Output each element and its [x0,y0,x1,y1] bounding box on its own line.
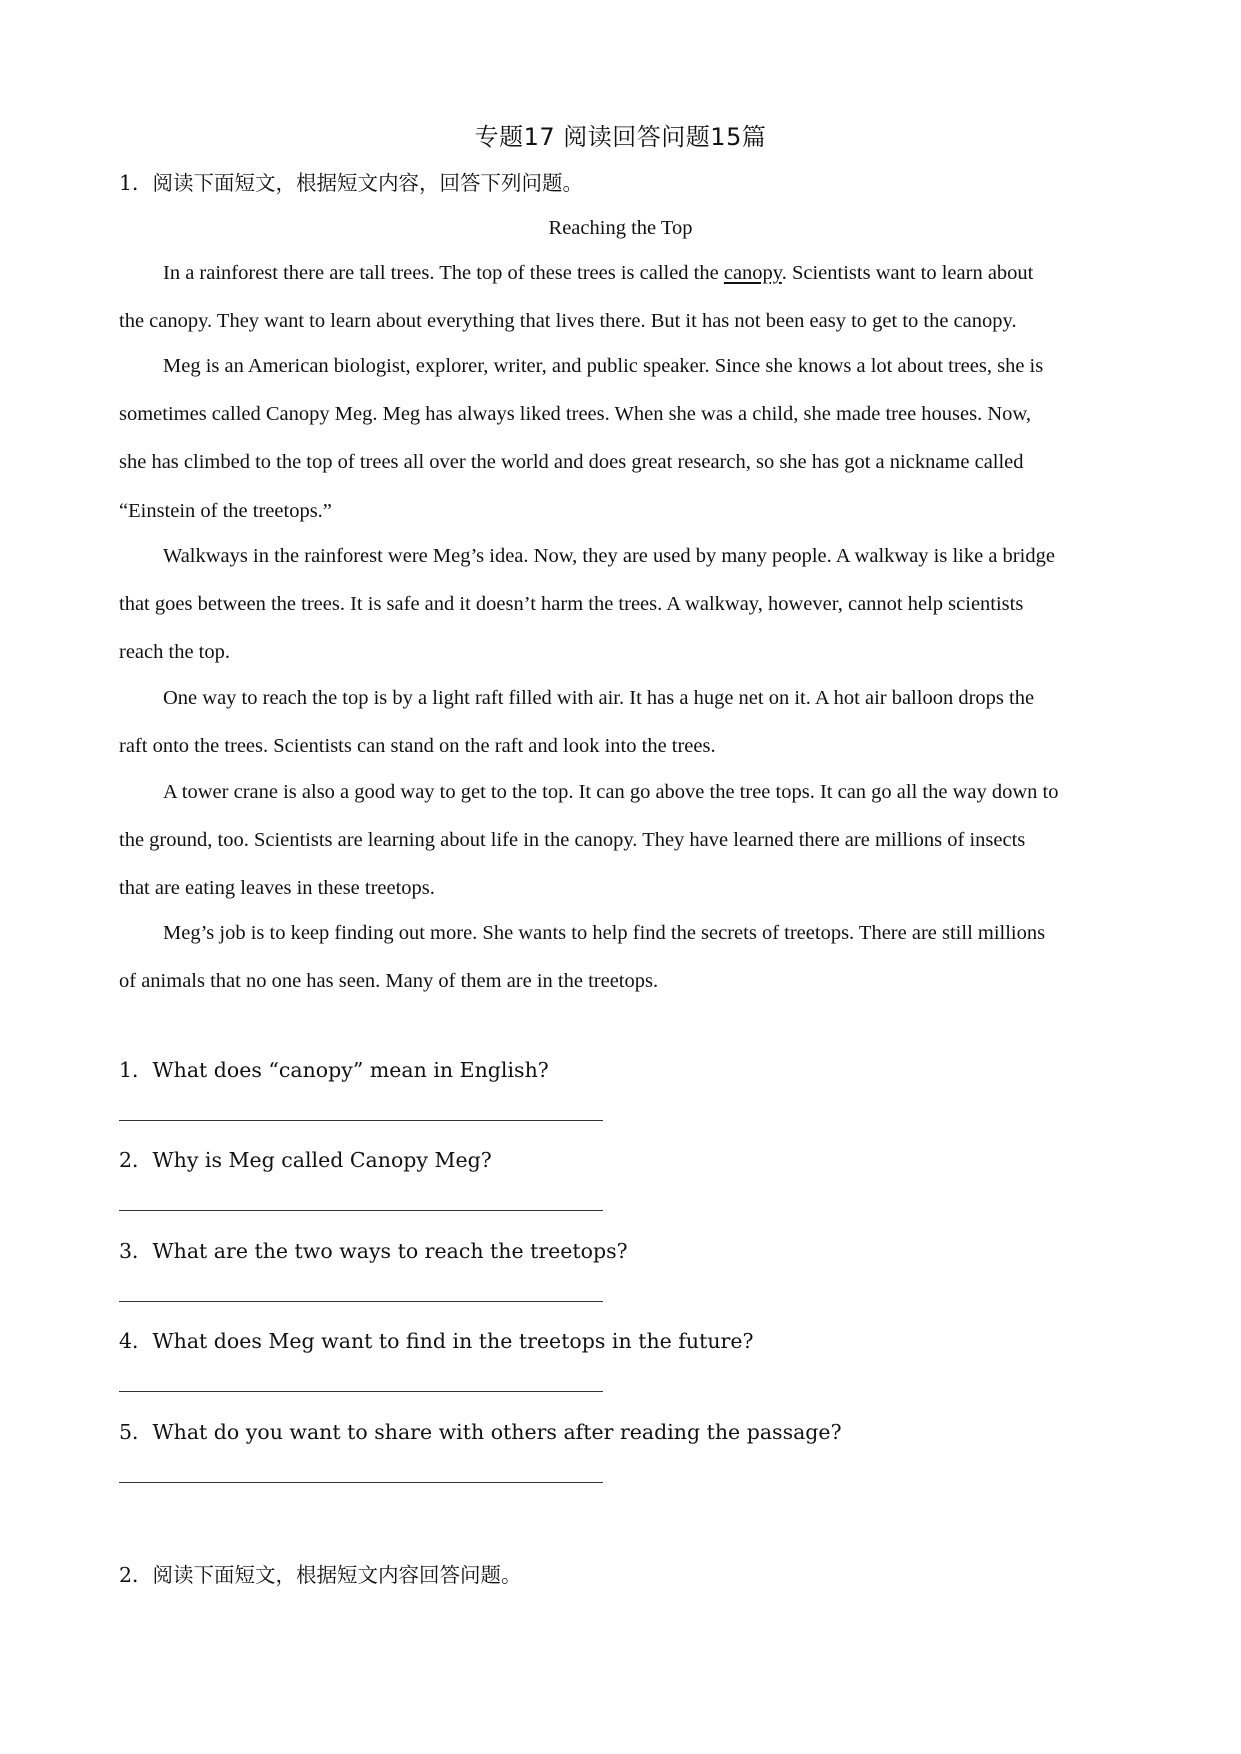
p2-line4: “Einstein of the treetops.” [119,500,332,522]
canopy-underlined-word: canopy [723,262,782,284]
p3-line2: that goes between the trees. It is safe and it doesn’t harm the trees. A walkway, however, cannot help scientists [119,593,1024,615]
p5-line3: that are eating leaves in these treetops. [119,877,435,899]
answer-line-3[interactable] [119,1301,603,1302]
passage-title: Reaching the Top [548,217,693,239]
p4-line1: One way to reach the top is by a light raft filled with air. It has a huge net on it. A hot air balloon drops the [163,687,1035,709]
p2-line2: sometimes called Canopy Meg. Meg has always liked trees. When she was a child, she made tree houses. Now, [119,403,1032,425]
section2-instruction: 2．阅读下面短文，根据短文内容回答问题。 [119,1563,522,1587]
page-title: 专题17 阅读回答问题15篇 [474,123,767,151]
p1-line1 [163,258,1033,288]
question-5: 5．What do you want to share with others after reading the passage? [119,1420,842,1444]
p4-line2: raft onto the trees. Scientists can stand on the raft and look into the trees. [119,735,716,757]
p6-line2: of animals that no one has seen. Many of them are in the treetops. [119,970,659,992]
answer-line-5[interactable] [119,1482,603,1483]
question-3: 3．What are the two ways to reach the treetops? [119,1239,628,1263]
answer-line-4[interactable] [119,1391,603,1392]
p2-line3: she has climbed to the top of trees all over the world and does great research, so she has got a nickname called [119,451,1024,473]
p6-line1: Meg’s job is to keep finding out more. She wants to help find the secrets of treetops. There are still millions [163,922,1046,944]
p1-line1-after: . Scientists want to learn about [781,262,1034,284]
section1-instruction: 1．阅读下面短文，根据短文内容，回答下列问题。 [119,171,584,195]
answer-line-2[interactable] [119,1210,603,1211]
p3-line3: reach the top. [119,641,230,663]
p1-line1-before: In a rainforest there are tall trees. The top of these trees is called the [163,262,724,284]
p2-line1: Meg is an American biologist, explorer, writer, and public speaker. Since she knows a lot about trees, she is [163,355,1044,377]
p1-line2: the canopy. They want to learn about everything that lives there. But it has not been easy to get to the canopy. [119,310,1017,332]
p5-line1: A tower crane is also a good way to get to the top. It can go above the tree tops. It can go all the way down to [163,781,1059,803]
question-4: 4．What does Meg want to find in the treetops in the future? [119,1329,754,1353]
answer-line-1[interactable] [119,1120,603,1121]
p5-line2: the ground, too. Scientists are learning about life in the canopy. They have learned there are millions of insects [119,829,1026,851]
question-2: 2．Why is Meg called Canopy Meg? [119,1148,492,1172]
question-1: 1．What does “canopy” mean in English? [119,1058,549,1082]
p3-line1: Walkways in the rainforest were Meg’s idea. Now, they are used by many people. A walkway is like a bridge [163,545,1055,567]
